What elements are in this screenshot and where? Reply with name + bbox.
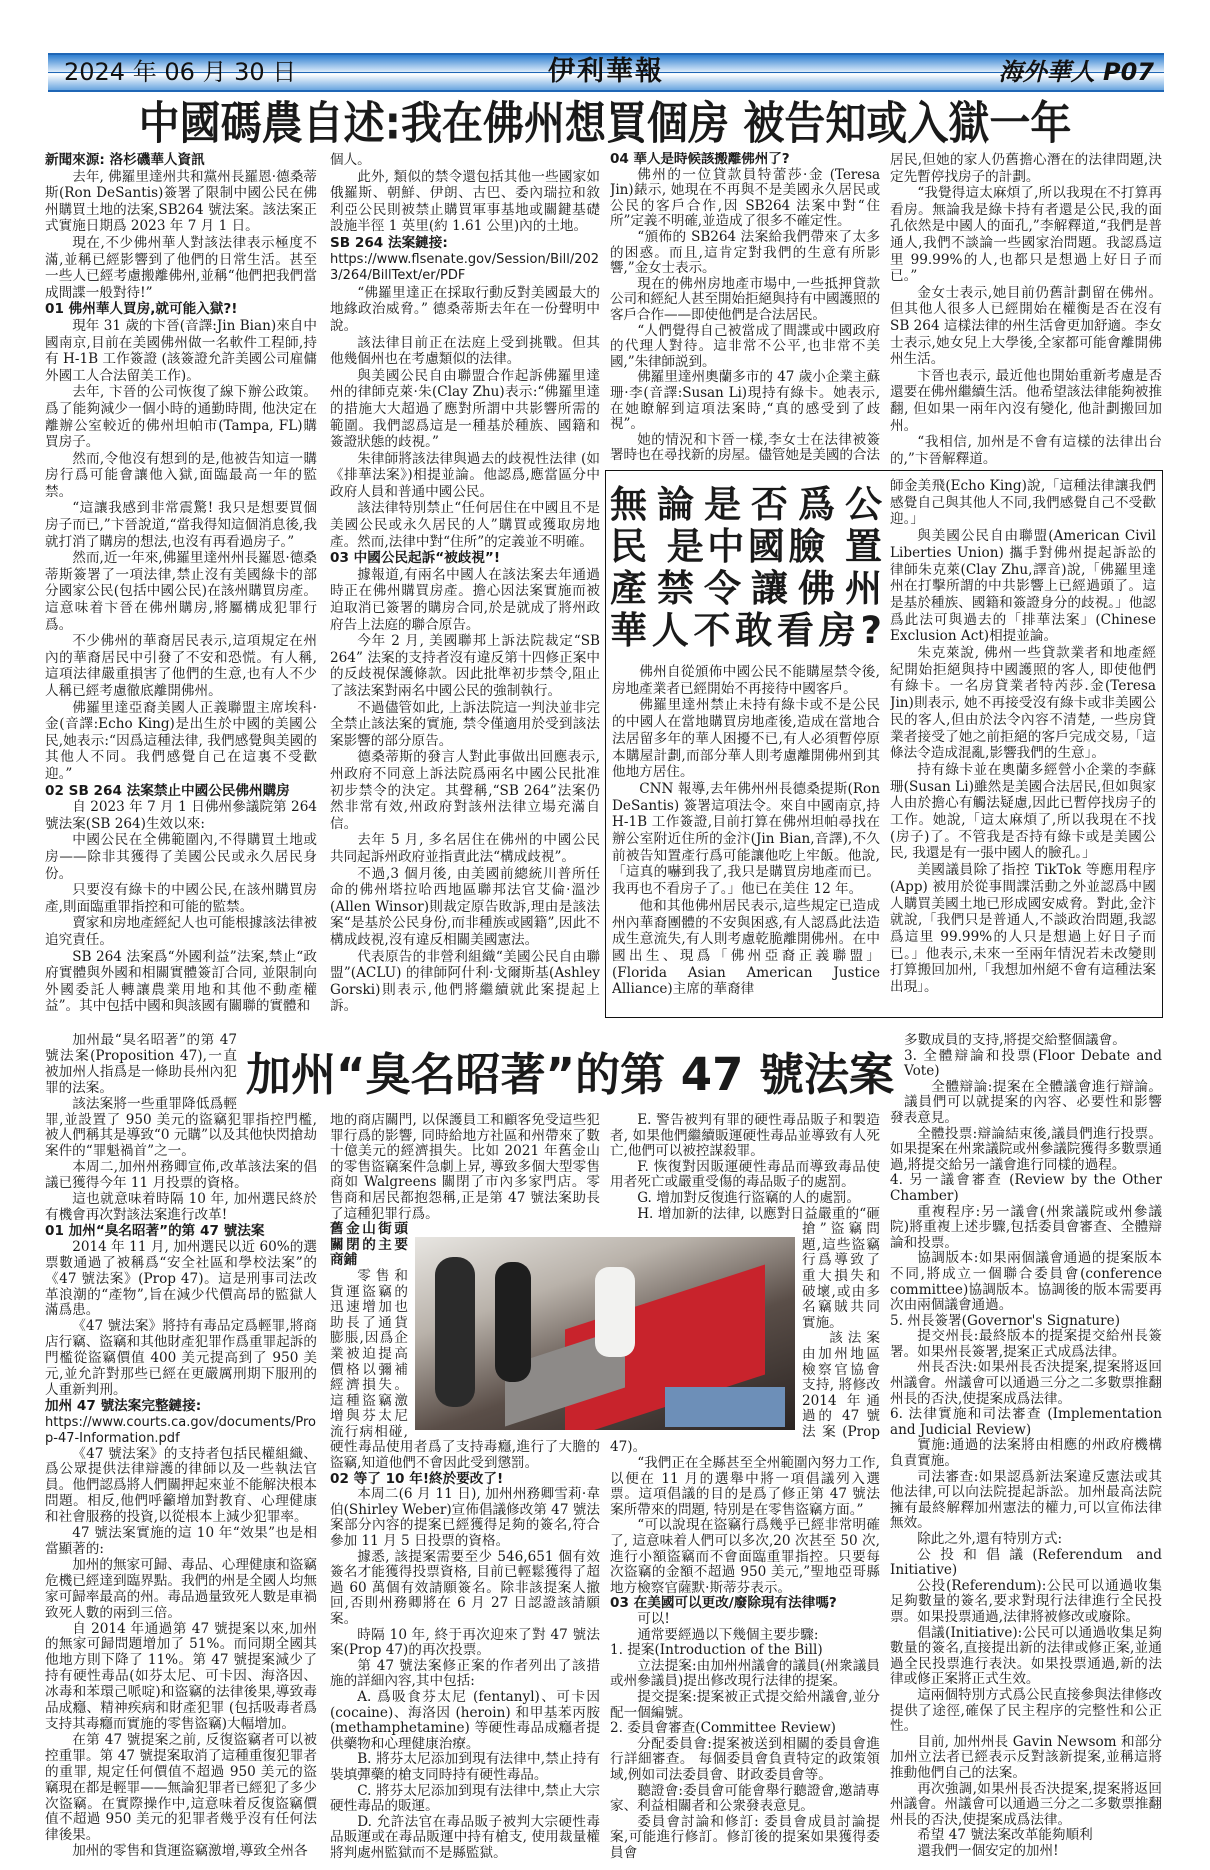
paragraph: 據報道,有兩名中國人在該法案去年通過時正在佛州購買房產。擔心因法案實施而被迫取消已簽署的購房合同,於是就成了將州政府告上法庭的聯合原告。 [330, 566, 600, 633]
article2-column-2 [330, 1113, 600, 1863]
photo-person [595, 1267, 635, 1357]
photo-person [435, 1257, 475, 1407]
paragraph: 代表原告的非營利組織“美國公民自由聯盟”(ACLU) 的律師阿什利·戈爾斯基(Ashley Gorski)則表示,他們將繼續就此案提起上訴。 [330, 948, 600, 1015]
boxed-headline-line: 民 是中國臉 置 [610, 525, 882, 568]
wrap-spacer [890, 1033, 904, 1107]
paragraph: 只要沒有綠卡的中國公民,在該州購買房產,則面臨重罪指控和可能的監禁。 [45, 882, 317, 915]
paragraph: 可以! [637, 1611, 670, 1627]
section-heading: 舊金山街頭關閉的主要商鋪 [330, 1221, 408, 1269]
page-header-bar [48, 53, 1164, 92]
paragraph: 在第 47 號提案之前, 反復盜竊者可以被控重罪。第 47 號提案取消了這種重復犯罪者的重罪, 規定任何價值不超過 950 美元的盜竊現在都是輕罪——無論犯罪者已經犯了多少次盜竊。在實際操作中,這意味着反復盜竊價值不超過 950 美元的犯罪者幾乎沒有任何法律後果。 [45, 1731, 317, 1844]
paragraph: 加州的無家可歸、毒品、心理健康和盜竊危機已經達到臨界點。我們的州是全國人均無家可歸率最高的州。毒品過量致死人數是車禍致死人數的兩到三倍。 [45, 1556, 317, 1621]
paragraph: H. 增加新的法律, 以應對日益嚴重的“砸搶”盜竊問題,這些盜竊行爲導致了重大損失和破壞,或由多名竊賊共同實施。 [637, 1205, 880, 1331]
article2-column-1 [45, 1033, 317, 1863]
boxed-headline-line: 華人不敢看房? [610, 609, 882, 652]
paragraph: 1. 提案(Introduction of the Bill) [610, 1642, 823, 1659]
paragraph: C. 將芬太尼添加到現有法律中,禁止大宗硬性毒品的販運。 [330, 1782, 600, 1815]
paragraph: 4. 另一議會審查 (Review by the Other Chamber) [890, 1172, 1162, 1204]
paragraph: 目前, 加州州長 Gavin Newsom 和部分加州立法者已經表示反對該新提案,並稱這將推動他們自己的法案。 [890, 1733, 1162, 1781]
photo-person [495, 1262, 531, 1382]
paragraph: 該法律特別禁止“任何居住在中國且不是美國公民或永久居民的人”購買或獲取房地產。然而,法律中對“住所”的定義並不明確。 [330, 500, 600, 550]
paragraph: “頒佈的 SB264 法案給我們帶來了太多的困惑。而且,這肯定對我們的生意有所影響,”金女士表示。 [610, 228, 880, 277]
paragraph: 加州最“臭名昭著”的第 47 號法案(Proposition 47),一直被加州人指爲是一條助長州內犯罪的法案。 [45, 1033, 237, 1096]
paragraph: 通常要經過以下幾個主要步驟: [637, 1626, 819, 1643]
paragraph: 提交提案:提案被正式提交給州議會,並分配一個編號。 [610, 1688, 880, 1721]
paragraph: 與美國公民自由聯盟(American Civil Liberties Union) 攜手對佛州提起訴訟的律師朱克萊(Clay Zhu,譯音)說,「佛羅里達州在打擊所謂的中共影響上已經過頭了。這是基於種族、國籍和簽證身分的歧視。」他認爲此法可與過去的「排華法案」(Chinese Exclusion Act)相提並論。 [890, 528, 1156, 645]
paragraph: 《47 號法案》將持有毒品定爲輕罪,將商店行竊、盜竊和其他財產犯罪作爲重罪起訴的門檻從盜竊價值 400 美元提高到了 950 美元,並允許對那些已經在更嚴厲刑期下服刑的人重新判刑。 [45, 1318, 317, 1398]
paragraph: 5. 州長簽署(Governor's Signature) [890, 1312, 1120, 1329]
section-heading: 新聞來源: 洛杉磯華人資訊 [45, 152, 205, 168]
paragraph: 他和其他佛州居民表示,這些規定已造成州內華裔團體的不安與困惑,有人認爲此法造成生意流失,有人則考慮乾脆離開佛州。在中國出生、現爲「佛州亞裔正義聯盟」(Florida Asian American Justice Alliance)主席的華裔律 [612, 897, 880, 998]
section-heading: 03 在美國可以更改/廢除現有法律嗎? [610, 1595, 837, 1612]
paragraph: “這讓我感到非常震驚! 我只是想要買個房子而已,”卞晉說道,“當我得知這個消息後,我就打消了購房的想法,也沒有再看過房子。” [45, 500, 317, 550]
paragraph: 據悉, 該提案需要至少 546,651 個有效簽名才能獲得投票資格, 目前已輕鬆獲得了超過 60 萬個有效請願簽名。除非該提案人撤回,否則州務卿將在 6 月 27 日認證該請願案。 [330, 1548, 600, 1627]
paragraph: 全體投票:辯論結束後,議員們進行投票。如果提案在州衆議院或州參議院獲得多數票通過,將提交給另一議會進行同樣的過程。 [890, 1125, 1162, 1173]
section-heading: SB 264 法案鏈接: [330, 234, 448, 251]
paragraph: 現在的佛州房地產市場中,一些抵押貸款公司和經紀人甚至開始拒絕與持有中國護照的客戶合作——即使他們是合法居民。 [610, 275, 880, 323]
paragraph: 朱律師將該法律與過去的歧視性法律 (如《排華法案》)相提並論。他認爲,應當區分中政府人員和普通中國公民。 [330, 450, 600, 500]
paragraph: 德桑蒂斯的發言人對此事做出回應表示,州政府不同意上訴法院爲兩名中國公民批准初步禁令的決定。其聲稱,“SB 264”法案仍然非常有效,州政府對該州法律立場充滿自信。 [330, 749, 600, 832]
photo-merchandise [665, 1387, 785, 1427]
paragraph: 協調版本:如果兩個議會通過的提案版本不同,將成立一個聯合委員會(conference committee)協調版本。協調後的版本需要再次由兩個議會通過。 [890, 1250, 1162, 1314]
paragraph: 賣家和房地產經紀人也可能根據該法律被追究責任。 [45, 915, 317, 948]
paragraph: 佛羅里達州奧蘭多市的 47 歲小企業主蘇珊·李(音譯:Susan Li)現持有綠卡。她表示,在她瞭解到這項法案時,“真的感受到了歧視”。 [610, 369, 880, 433]
section-heading: 加州 47 號法案完整鏈接: [45, 1397, 202, 1414]
paragraph: 自 2023 年 7 月 1 日佛州參議院第 264 號法案(SB 264)生效以來: [45, 799, 317, 832]
paragraph: 美國議員除了指控 TikTok 等應用程序(App) 被用於從事間諜活動之外並認爲中國人購買美國土地已形成國安威脅。對此,金汴就說,「我們只是普通人,不談政治問題,我認爲這里 99.99%的人只是想過上好日子而已。」他表示,未來一至兩年情況若未改變則打算搬回加州,「我想加州絕不會有這種法案出現」。 [890, 862, 1156, 996]
paragraph: 公投(Referendum):公民可以通過收集足夠數量的簽名,要求對現行法律進行全民投票。如果投票通過,法律將被修改或廢除。 [890, 1577, 1162, 1625]
paragraph: “我覺得這太麻煩了,所以我現在不打算再看房。無論我是綠卡持有者還是公民,我的面孔依然是中國人的面孔,”李解釋道,“我們是普通人,我們不談論一些國家治問題。我認爲這里 99.99%的人,也都只是想過上好日子而已。” [890, 185, 1162, 285]
article1-column-3 [610, 152, 880, 466]
paragraph: 時隔 10 年, 終于再次迎來了對 47 號法案(Prop 47)的再次投票。 [330, 1626, 600, 1659]
paragraph: F. 恢復對因販運硬性毒品而導致毒品使用者死亡或嚴重受傷的毒品販子的處罰。 [610, 1158, 880, 1191]
paragraph: 她的情況和卞晉一樣,李女士在法律被簽署時也在尋找新的房屋。儘管她是美國的合法 [610, 431, 880, 464]
paragraph: A. 爲吸食芬太尼 (fentanyl)、可卡因 (cocaine)、海洛因 (heroin) 和甲基苯丙胺 (methamphetamine) 等硬性毒品成癮者提供藥物和心理健康治療。 [330, 1688, 600, 1752]
paragraph: 6. 法律實施和司法審查 (Implementation and Judicial Review) [890, 1406, 1162, 1438]
paragraph: 立法提案:由加州州議會的議員(州衆議員或州參議員)提出修改現行法律的提案。 [610, 1657, 880, 1690]
paragraph: 聽證會:委員會可能會舉行聽證會,邀請專家、利益相關者和公衆發表意見。 [610, 1782, 880, 1815]
section-heading: 01 佛州華人買房,就可能入獄?! [45, 301, 238, 318]
paragraph: 加州的零售和貨運盜竊激增,導致全州各 [72, 1843, 308, 1860]
newspaper-title: 伊利華報 [548, 56, 664, 87]
paragraph: 師金美飛(Echo King)說,「這種法律讓我們感覺自己與其他人不同,我們感覺自己不受歡迎。」 [890, 478, 1156, 528]
paragraph: 地的商店關門, 以保護員工和顧客免受這些犯罪行爲的影響, 同時給地方社區和州帶來了數十億美元的經濟損失。比如 2021 年舊金山的零售盜竊案件急劇上昇, 導致多個大型零售商如 Walgreens 關閉了市內多家門店。零售商和居民都抱怨稱,正是第 47 號法案助長了這種犯罪行爲。 [330, 1113, 600, 1222]
paragraph: SB 264 法案爲“外國利益”法案,禁止“政府實體與外國和相關實體簽訂合同, 並限制向外國委託人轉讓農業用地和其他不動產權益”。其中包括中國和與該國有關聯的實體和 [45, 948, 317, 1015]
paragraph: 2. 委員會審查(Committee Review) [610, 1720, 836, 1737]
boxed-article-column-1 [612, 664, 880, 1014]
paragraph: “我相信, 加州是不會有這樣的法律出台的,”卞晉解釋道。 [890, 434, 1162, 466]
article2-column-4 [890, 1033, 1162, 1863]
paragraph: E. 警告被判有罪的硬性毒品販子和製造者, 如果他們繼續販運硬性毒品並導致有人死亡,他們可以被控謀殺罪。 [610, 1113, 880, 1160]
section-page-label: 海外華人 P07 [998, 58, 1154, 86]
paragraph: 中國公民在全佛範圍內,不得購買土地或房——除非其獲得了美國公民或永久居民身份。 [45, 832, 317, 882]
section-heading: 03 中國公民起訴“被歧視”! [330, 550, 501, 567]
article2-column-3 [610, 1113, 880, 1863]
section-heading: 02 等了 10 年!終於要改了! [330, 1470, 504, 1487]
paragraph: 再次強調,如果州長否決提案,提案將返回州議會。州議會可以通過三分之二多數票推翻州長的否決,使提案成爲法律。 [890, 1780, 1162, 1828]
paragraph: 佛羅里達亞裔美國人正義聯盟主席埃科·金(音譯:Echo King)是出生於中國的美國公民,她表示:“因爲這種法律, 我們感覺與美國的其他人不同。我們感覺自己在這裏不受歡迎。” [45, 699, 317, 782]
paragraph: 多數成員的支持,將提交給整個議會。 [904, 1033, 1126, 1048]
paragraph: 不過儘管如此, 上訴法院這一判決並非完全禁止該法案的實施, 禁令僅適用於受到該法案影響的部分原告。 [330, 699, 600, 749]
paragraph: 該法律目前正在法庭上受到挑戰。但其他幾個州也在考慮類似的法律。 [330, 334, 600, 368]
paragraph: 佛羅里達州禁止未持有綠卡或不是公民的中國人在當地購買房地產後,造成在當地合法居留多年的華人困擾不已,有人必須暫停原本購屋計劃,而部分華人則考慮離開佛州到其他地方居住。 [612, 697, 880, 781]
paragraph: 該法案將一些重罪降低爲輕罪,並設置了 950 美元的盜竊犯罪指控門檻, 被人們稱其是導致“0 元購”以及其他快閃搶劫案件的“罪魁禍首”之一。 [45, 1095, 317, 1160]
paragraph: “可以說現在盜竊行爲幾乎已經非常明確了, 這意味着人們可以多次,20 次甚至 50 次,進行小額盜竊而不會面臨重罪指控。只要每次盜竊的金額不超過 950 美元,”聖地亞哥縣地方檢察官薩默·斯蒂芬表示。 [610, 1517, 880, 1596]
paragraph: 與美國公民自由聯盟合作起訴佛羅里達州的律師克萊·朱(Clay Zhu)表示:“佛羅里達的措施大大超過了應對所謂中共影響所需的範圍。我們認爲這是一種基於種族、國籍和簽證狀態的歧視。” [330, 367, 600, 451]
store-looting-photo [415, 1237, 795, 1430]
boxed-headline-line: 無論是否爲公 [610, 483, 882, 526]
boxed-article-column-2 [890, 478, 1156, 1014]
section-heading: 02 SB 264 法案禁止中國公民佛州購房 [45, 782, 290, 799]
paragraph: 這也就意味着時隔 10 年, 加州選民終於有機會再次對該法案進行改革! [45, 1191, 317, 1223]
reference-link[interactable]: https://www.flsenate.gov/Session/Bill/2023/264/BillText/er/PDF [330, 251, 600, 284]
paragraph: 47 號法案實施的這 10 年“效果”也是相當顯著的: [45, 1525, 317, 1557]
paragraph: 委員會討論和修訂: 委員會成員討論提案,可能進行修訂。修訂後的提案如果獲得委員會 [610, 1813, 880, 1861]
section-heading: 01 加州“臭名昭著”的第 47 號法案 [45, 1222, 265, 1239]
paragraph: 不過,3 個月後, 由美國前總統川普所任命的佛州塔拉哈西地區聯邦法官艾倫·溫沙(Allen Winsor)則裁定原告敗訴,理由是該法案“是基於公民身份,而非種族或國籍”,因此不構成歧視,沒有違反相關美國憲法。 [330, 865, 600, 948]
paragraph: 全體辯論:提案在全體議會進行辯論。議員們可以就提案的內容、必要性和影響發表意見。 [890, 1078, 1162, 1126]
paragraph: 重複程序:另一議會(州衆議院或州參議院)將重複上述步驟,包括委員會審查、全體辯論和投票。 [890, 1203, 1162, 1251]
paragraph: 該法案由加州地區檢察官協會支持, 將修改 2014 年通過的 47 號法案(Prop 47)。 [610, 1330, 880, 1456]
paragraph: 居民,但她的家人仍舊擔心潛在的法律問題,決定先暫停找房子的計劃。 [890, 152, 1162, 185]
paragraph: “我們正在全縣甚至全州範圍內努力工作,以便在 11 月的選舉中將一項倡議列入選票。這項倡議的目的是爲了修正第 47 號法案所帶來的問題, 特別是在零售盜竊方面。” [610, 1455, 880, 1518]
paragraph: 零售和貨運盜竊的迅速增加也助長了通貨膨脹,因爲企業被迫提高價格以彌補經濟損失。這種盜竊激增與芬太尼流行病相碰,硬性毒品使用者爲了支持毒癮,進行了大膽的盜竊,知道他們不會因此受到懲罰。 [330, 1267, 600, 1472]
paragraph: 3. 全體辯論和投票(Floor Debate and Vote) [904, 1047, 1162, 1080]
paragraph: 去年, 佛羅里達州共和黨州長羅恩·德桑蒂斯(Ron DeSantis)簽署了限制中國公民在佛州購買土地的法案,SB264 號法案。該法案正式實施日期爲 2023 年 7 月 1 日。 [45, 168, 317, 235]
paragraph: 這兩個特別方式爲公民直接參與法律修改提供了途徑,確保了民主程序的完整性和公正性。 [890, 1686, 1162, 1735]
issue-date: 2024 年 06 月 30 日 [64, 58, 297, 86]
paragraph: 現年 31 歲的卞晉(音譯:Jin Bian)來自中國南京,目前在美國佛州做一名軟件工程師,持有 H-1B 工作簽證 (該簽證允許美國公司雇傭外國工人合法留美工作)。 [45, 317, 317, 384]
paragraph: 佛州自從頒佈中國公民不能購屋禁令後,房地產業者已經開始不再接待中國客戶。 [612, 664, 880, 697]
boxed-headline-line: 產禁令讓佛州 [610, 567, 882, 610]
paragraph: 《47 號法案》的支持者包括民權組織、爲公眾提供法律辯護的律師以及一些執法官員。他們認爲將人們關押起來並不能解決根本問題。相反,他們呼籲增加對教育、心理健康和社會服務的投資,以從根本上減少犯罪率。 [45, 1445, 317, 1526]
paragraph: 本周二,加州州務卿宣佈,改革該法案的倡議已獲得今年 11 月投票的資格。 [45, 1159, 317, 1192]
paragraph: 還我們一個安定的加州! [917, 1842, 1059, 1859]
paragraph: 分配委員會:提案被送到相關的委員會進行詳細審查。 每個委員會負責特定的政策領域,例如司法委員會、財政委員會等。 [610, 1735, 880, 1783]
paragraph: 現在,不少佛州華人對該法律表示極度不滿,並稱已經影響到了他們的日常生活。甚至一些人已經考慮搬離佛州,並稱“他們把我們當成間諜一般對待!” [45, 234, 317, 301]
paragraph: 卞晉也表示, 最近他也開始重新考慮是否還要在佛州繼續生活。他希望該法律能夠被推翻, 但如果一兩年內沒有變化, 他計劃搬回加州。 [890, 367, 1162, 434]
paragraph: 希望 47 號法案改革能夠順利 [917, 1827, 1093, 1844]
article1-column-2 [330, 152, 600, 1018]
paragraph: 去年 5 月, 多名居住在佛州的中國公民共同起訴州政府並指責此法“構成歧視”。 [330, 832, 600, 865]
paragraph: CNN 報導,去年佛州州長德桑提斯(Ron DeSantis) 簽署這項法令。來自中國南京,持 H-1B 工作簽證,目前打算在佛州坦帕尋找在辦公室附近住所的金汴(Jin Bian,音譯),不久前被告知置產行爲可能讓他吃上牢飯。他說,「這真的嚇到我了,我只是購買房地產而已。我再也不看房子了。」他已在美住 12 年。 [612, 780, 880, 898]
paragraph: 去年, 卞晉的公司恢復了線下辦公政策。爲了能夠減少一個小時的通勤時間, 他決定在離辦公室較近的佛州坦帕市(Tampa, FL)購買房子。 [45, 384, 317, 451]
paragraph: 公投和倡議(Referendum and Initiative) [890, 1546, 1162, 1579]
paragraph: 本周二(6 月 11 日), 加州州務卿雪莉·韋伯(Shirley Weber)宣佈倡議修改第 47 號法案部分內容的提案已經獲得足夠的簽名,符合參加 11 月 5 日投票的資格。 [330, 1486, 600, 1550]
boxed-article-headline [610, 484, 882, 652]
paragraph: 今年 2 月, 美國聯邦上訴法院裁定“SB 264” 法案的支持者沒有違反第十四修正案中的反歧視保護條款。因此批準初步禁令,阻止了該法案對兩名中國公民的強制執行。 [330, 633, 600, 699]
paragraph: G. 增加對反復進行盜竊的人的處罰。 [637, 1189, 861, 1206]
paragraph: 州長否決:如果州長否決提案,提案將返回州議會。州議會可以通過三分之二多數票推翻州長的否決,使提案成爲法律。 [890, 1359, 1162, 1407]
paragraph: 此外, 類似的禁令還包括其他一些國家如俄羅斯、朝鮮、伊朗、古巴、委內瑞拉和敘利亞公民則被禁止購買軍事基地或關鍵基礎設施半徑 1 英里(約 1.61 公里)內的土地。 [330, 168, 600, 235]
article2-headline: 加州“臭名昭著”的第 47 號法案 [245, 1048, 895, 1101]
paragraph: 除此之外,還有特別方式: [917, 1531, 1063, 1547]
paragraph: 佛州的一位貸款員特蕾莎·金 (Teresa Jin)錶示, 她現在不再與不是美國永久居民或公民的客戶合作,因 SB264 法案中對“住所”定義不明確,並造成了很多不確定性。 [610, 166, 880, 230]
paragraph: 持有綠卡並在奧蘭多經營小企業的李蘇珊(Susan Li)雖然是美國合法居民,但如與家人由於擔心有觸法疑慮,因此已暫停找房子的工作。她說,「這太麻煩了,所以我現在不找(房子)了。不管我是否持有綠卡或是美國公民, 我還是有一張中國人的臉孔。」 [890, 761, 1156, 862]
paragraph: “佛羅里達正在採取行動反對美國最大的地緣政治威脅。” 德桑蒂斯去年在一份聲明中說。 [330, 284, 600, 334]
paragraph: 自 2014 年通過第 47 號提案以來,加州的無家可歸問題增加了 51%。而同期全國其他地方則下降了 11%。第 47 號提案減少了持有硬性毒品(如芬太尼、可卡因、海洛因、冰毒和苯環己哌啶)和盜竊的法律後果,導致毒品成癮、精神疾病和財產犯罪 (包括吸毒者爲支持其毒癮而實施的零售盜竊)大幅增加。 [45, 1620, 317, 1732]
article1-column-1 [45, 152, 317, 1018]
paragraph: 第 47 號法案修正案的作者列出了該措施的詳細內容,其中包括: [330, 1657, 600, 1690]
paragraph: 然而,令他沒有想到的是,他被告知這一購房行爲可能會讓他入獄,面臨最高一年的監禁。 [45, 450, 317, 500]
paragraph: 金女士表示,她目前仍舊計劃留在佛州。但其他人很多人已經開始在權衡是否在沒有 SB 264 這樣法律的州生活會更加舒適。李女士表示,她女兒上大學後,全家都可能會離開佛州生活。 [890, 284, 1162, 368]
article1-column-4 [890, 152, 1162, 466]
paragraph: 不少佛州的華裔居民表示,這項規定在州內的華裔居民中引發了不安和恐慌。有人稱,這項法律嚴重損害了他們的生意,也有人不少人稱已經考慮徹底離開佛州。 [45, 633, 317, 699]
wrap-spacer [237, 1033, 317, 1107]
reference-link[interactable]: https://www.courts.ca.gov/documents/Prop-47-Information.pdf [45, 1414, 317, 1446]
paragraph: 然而,近一年來,佛羅里達州州長羅恩·德桑蒂斯簽署了一項法律,禁止沒有美國綠卡的部分國家公民(包括中國公民)在該州購買房產。這意味着卞晉在佛州購房,將屬構成犯罪行爲。 [45, 550, 317, 633]
paragraph: 朱克萊說, 佛州一些貸款業者和地產經紀開始拒絕與持中國護照的客人, 即使他們有綠卡。一名房貸業者特芮莎.金(Teresa Jin)則表示, 她不再接受沒有綠卡或非美國公民的客人,但由於法令內容不清楚, 一些房貸業者接受了她之前拒絕的客戶完成交易,「這條法令造成混亂,影響我們的生意」。 [890, 645, 1156, 762]
paragraph: 個人。 [330, 152, 371, 168]
paragraph: 提交州長:最終版本的提案提交給州長簽署。如果州長簽署,提案正式成爲法律。 [890, 1328, 1162, 1360]
article1-headline: 中國碼農自述:我在佛州想買個房 被告知或入獄一年 [138, 96, 1072, 150]
paragraph: 倡議(Initiative):公民可以通過收集足夠數量的簽名,直接提出新的法律或修正案,並通過全民投票進行表決。如果投票通過,新的法律或修正案將正式生效。 [890, 1624, 1162, 1688]
section-heading: 04 華人是時候該搬離佛州了? [610, 152, 790, 167]
paragraph: 2014 年 11 月, 加州選民以近 60%的選票數通過了被稱爲“安全社區和學校法案”的《47 號法案》(Prop 47)。這是刑事司法改革浪潮的“產物”,旨在減少代價高昂的監獄人滿爲患。 [45, 1238, 317, 1319]
paragraph: B. 將芬太尼添加到現有法律中,禁止持有裝填彈藥的槍支同時持有硬性毒品。 [330, 1751, 600, 1783]
paragraph: 實施:通過的法案將由相應的州政府機構負責實施。 [890, 1437, 1162, 1470]
paragraph: “人們覺得自己被當成了間諜或中國政府的代理人對待。這非常不公平,也非常不美國,”朱律師説到。 [610, 322, 880, 370]
paragraph: 司法審查:如果認爲新法案違反憲法或其他法律,可以向法院提起訴訟。加州最高法院擁有最終解釋加州憲法的權力,可以宣佈法律無效。 [890, 1468, 1162, 1532]
paragraph: D. 允許法官在毒品販子被判大宗硬性毒品販運或在毒品販運中持有槍支, 使用裁量權將判處州監獄而不是縣監獄。 [330, 1813, 600, 1861]
